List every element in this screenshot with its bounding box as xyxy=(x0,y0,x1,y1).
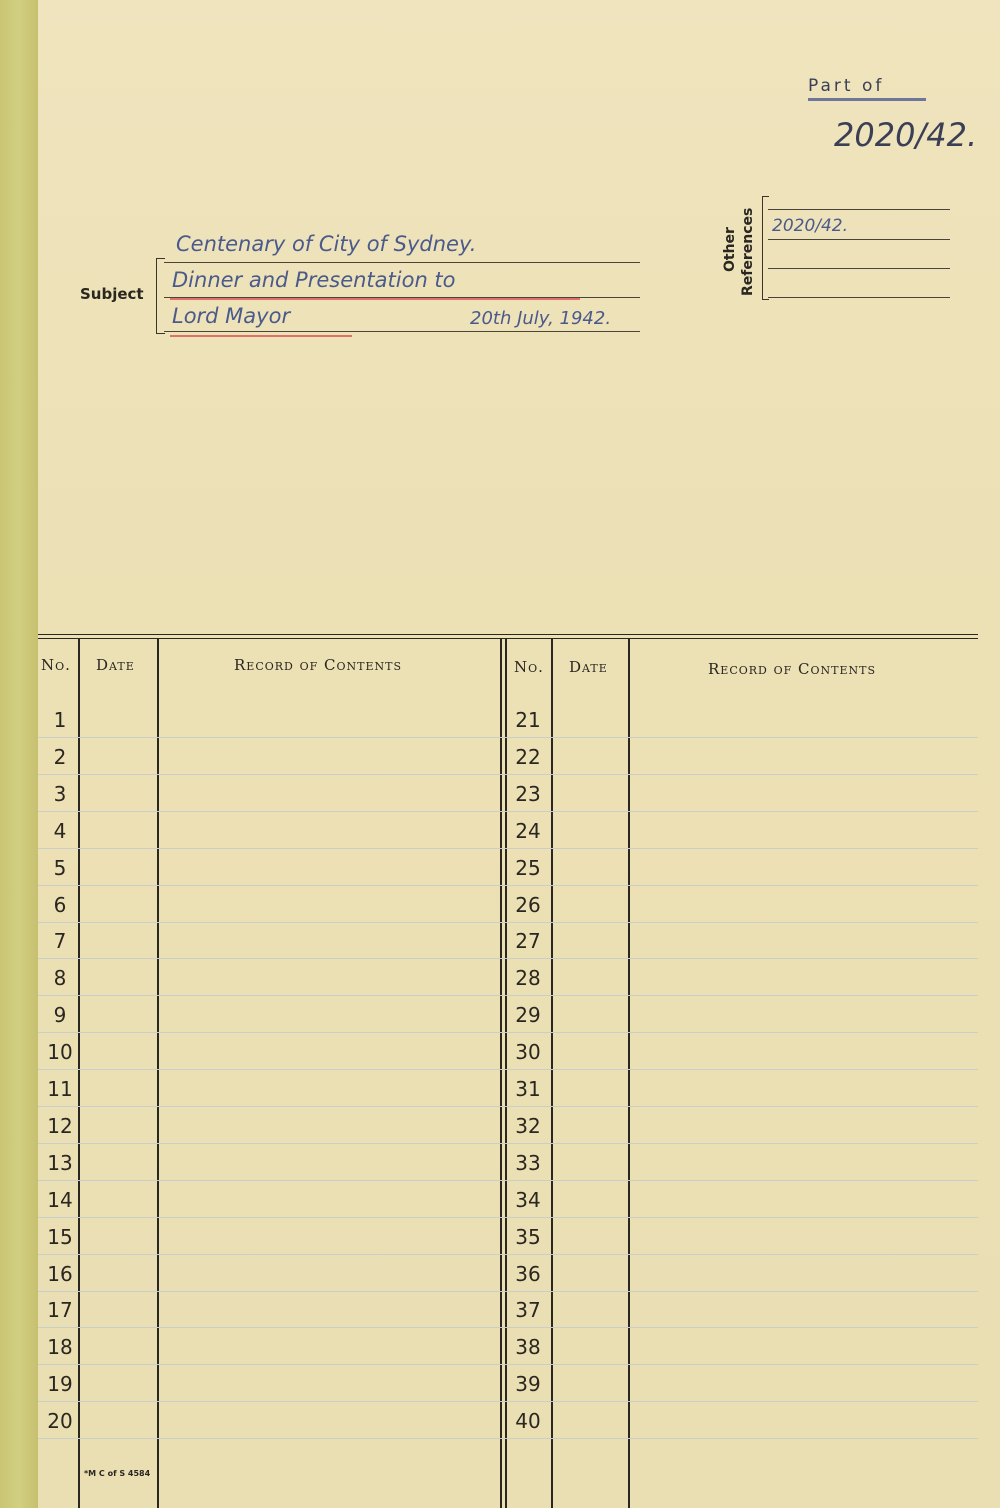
subject-brace xyxy=(156,258,165,334)
references-label: References xyxy=(740,207,756,296)
other-label: Other xyxy=(722,227,738,272)
part-of-number: 2020/42. xyxy=(834,116,978,154)
row-number-right: 27 xyxy=(515,929,541,954)
col-divider-date-right xyxy=(628,638,630,1508)
table-row-rule xyxy=(38,1106,978,1107)
subject-line-2: Dinner and Presentation to xyxy=(172,268,456,292)
col-divider-date-left xyxy=(157,638,159,1508)
row-number-left: 2 xyxy=(53,744,67,769)
table-row-rule xyxy=(38,1180,978,1181)
table-row-rule xyxy=(38,1032,978,1033)
row-number-left: 15 xyxy=(47,1224,73,1249)
row-number-right: 31 xyxy=(515,1077,541,1101)
subject-line-1: Centenary of City of Sydney. xyxy=(176,232,477,256)
row-number-right: 34 xyxy=(515,1187,541,1212)
table-row-rule xyxy=(38,1069,978,1070)
table-top-rule xyxy=(38,634,978,639)
table-row-rule xyxy=(38,737,978,738)
table-row-rule xyxy=(38,1217,978,1218)
header-no-left: No. xyxy=(41,656,71,674)
reference-rule-2 xyxy=(768,239,950,240)
reference-entry: 2020/42. xyxy=(772,216,849,236)
other-references-label xyxy=(700,200,800,300)
header-record-right: Record of Contents xyxy=(708,660,877,678)
table-row-rule xyxy=(38,1364,978,1365)
row-number-left: 18 xyxy=(47,1335,73,1360)
row-number-right: 37 xyxy=(515,1298,541,1323)
row-number-right: 35 xyxy=(515,1224,541,1249)
table-row-rule xyxy=(38,848,978,849)
table-row-rule xyxy=(38,774,978,775)
row-number-right: 30 xyxy=(515,1040,541,1065)
table-row-rule xyxy=(38,1438,978,1439)
reference-rule-3 xyxy=(768,268,950,269)
row-number-left: 1 xyxy=(53,708,67,732)
row-number-left: 20 xyxy=(47,1409,73,1434)
table-row-rule xyxy=(38,1401,978,1402)
references-brace xyxy=(762,196,769,300)
table-row-rule xyxy=(38,1327,978,1328)
row-number-left: 14 xyxy=(47,1187,73,1212)
row-number-left: 8 xyxy=(53,966,67,991)
table-row-rule xyxy=(38,995,978,996)
header-no-right: No. xyxy=(514,658,544,676)
row-number-left: 3 xyxy=(53,781,67,806)
part-of-label: Part of xyxy=(808,76,885,96)
file-spine xyxy=(0,0,39,1508)
table-row-rule xyxy=(38,1291,978,1292)
row-number-right: 28 xyxy=(515,966,541,991)
row-number-right: 38 xyxy=(515,1335,541,1360)
row-number-left: 16 xyxy=(47,1261,73,1286)
row-number-left: 9 xyxy=(53,1003,67,1028)
form-code: *M C of S 4584 xyxy=(84,1469,151,1478)
row-number-right: 26 xyxy=(515,892,541,917)
row-number-right: 25 xyxy=(515,855,541,880)
subject-date: 20th July, 1942. xyxy=(470,308,612,329)
reference-rule-4 xyxy=(768,297,950,298)
table-row-rule xyxy=(38,811,978,812)
subject-rule-3 xyxy=(164,331,640,332)
reference-rule-1 xyxy=(768,209,950,210)
row-number-left: 7 xyxy=(53,929,67,954)
row-number-right: 32 xyxy=(515,1113,541,1138)
row-number-left: 6 xyxy=(53,892,67,917)
row-number-right: 22 xyxy=(515,744,541,769)
row-number-left: 11 xyxy=(47,1077,73,1101)
table-row-rule xyxy=(38,958,978,959)
row-number-left: 10 xyxy=(47,1040,73,1065)
subject-rule-1 xyxy=(164,262,640,263)
header-record-left: Record of Contents xyxy=(234,656,403,674)
row-number-left: 12 xyxy=(47,1113,73,1138)
row-number-right: 29 xyxy=(515,1003,541,1028)
col-divider-middle-a xyxy=(500,638,502,1508)
subject-line-3: Lord Mayor xyxy=(172,304,291,328)
row-number-left: 19 xyxy=(47,1372,73,1397)
row-number-right: 21 xyxy=(515,708,541,732)
row-number-right: 24 xyxy=(515,818,541,843)
table-row-rule xyxy=(38,1143,978,1144)
row-number-right: 23 xyxy=(515,781,541,806)
row-number-right: 36 xyxy=(515,1261,541,1286)
table-row-rule xyxy=(38,922,978,923)
row-number-left: 4 xyxy=(53,818,67,843)
table-row-rule xyxy=(38,1254,978,1255)
part-of-underline xyxy=(808,98,926,101)
row-number-left: 13 xyxy=(47,1150,73,1175)
header-date-right: Date xyxy=(569,658,608,676)
subject-red-underline-1 xyxy=(170,298,580,300)
table-row-rule xyxy=(38,885,978,886)
row-number-left: 5 xyxy=(53,855,67,880)
row-number-right: 40 xyxy=(515,1409,541,1434)
header-date-left: Date xyxy=(96,656,135,674)
subject-red-underline-2 xyxy=(170,335,352,337)
row-number-right: 33 xyxy=(515,1150,541,1175)
subject-label: Subject xyxy=(80,285,144,303)
row-number-right: 39 xyxy=(515,1372,541,1397)
row-number-left: 17 xyxy=(47,1298,73,1323)
